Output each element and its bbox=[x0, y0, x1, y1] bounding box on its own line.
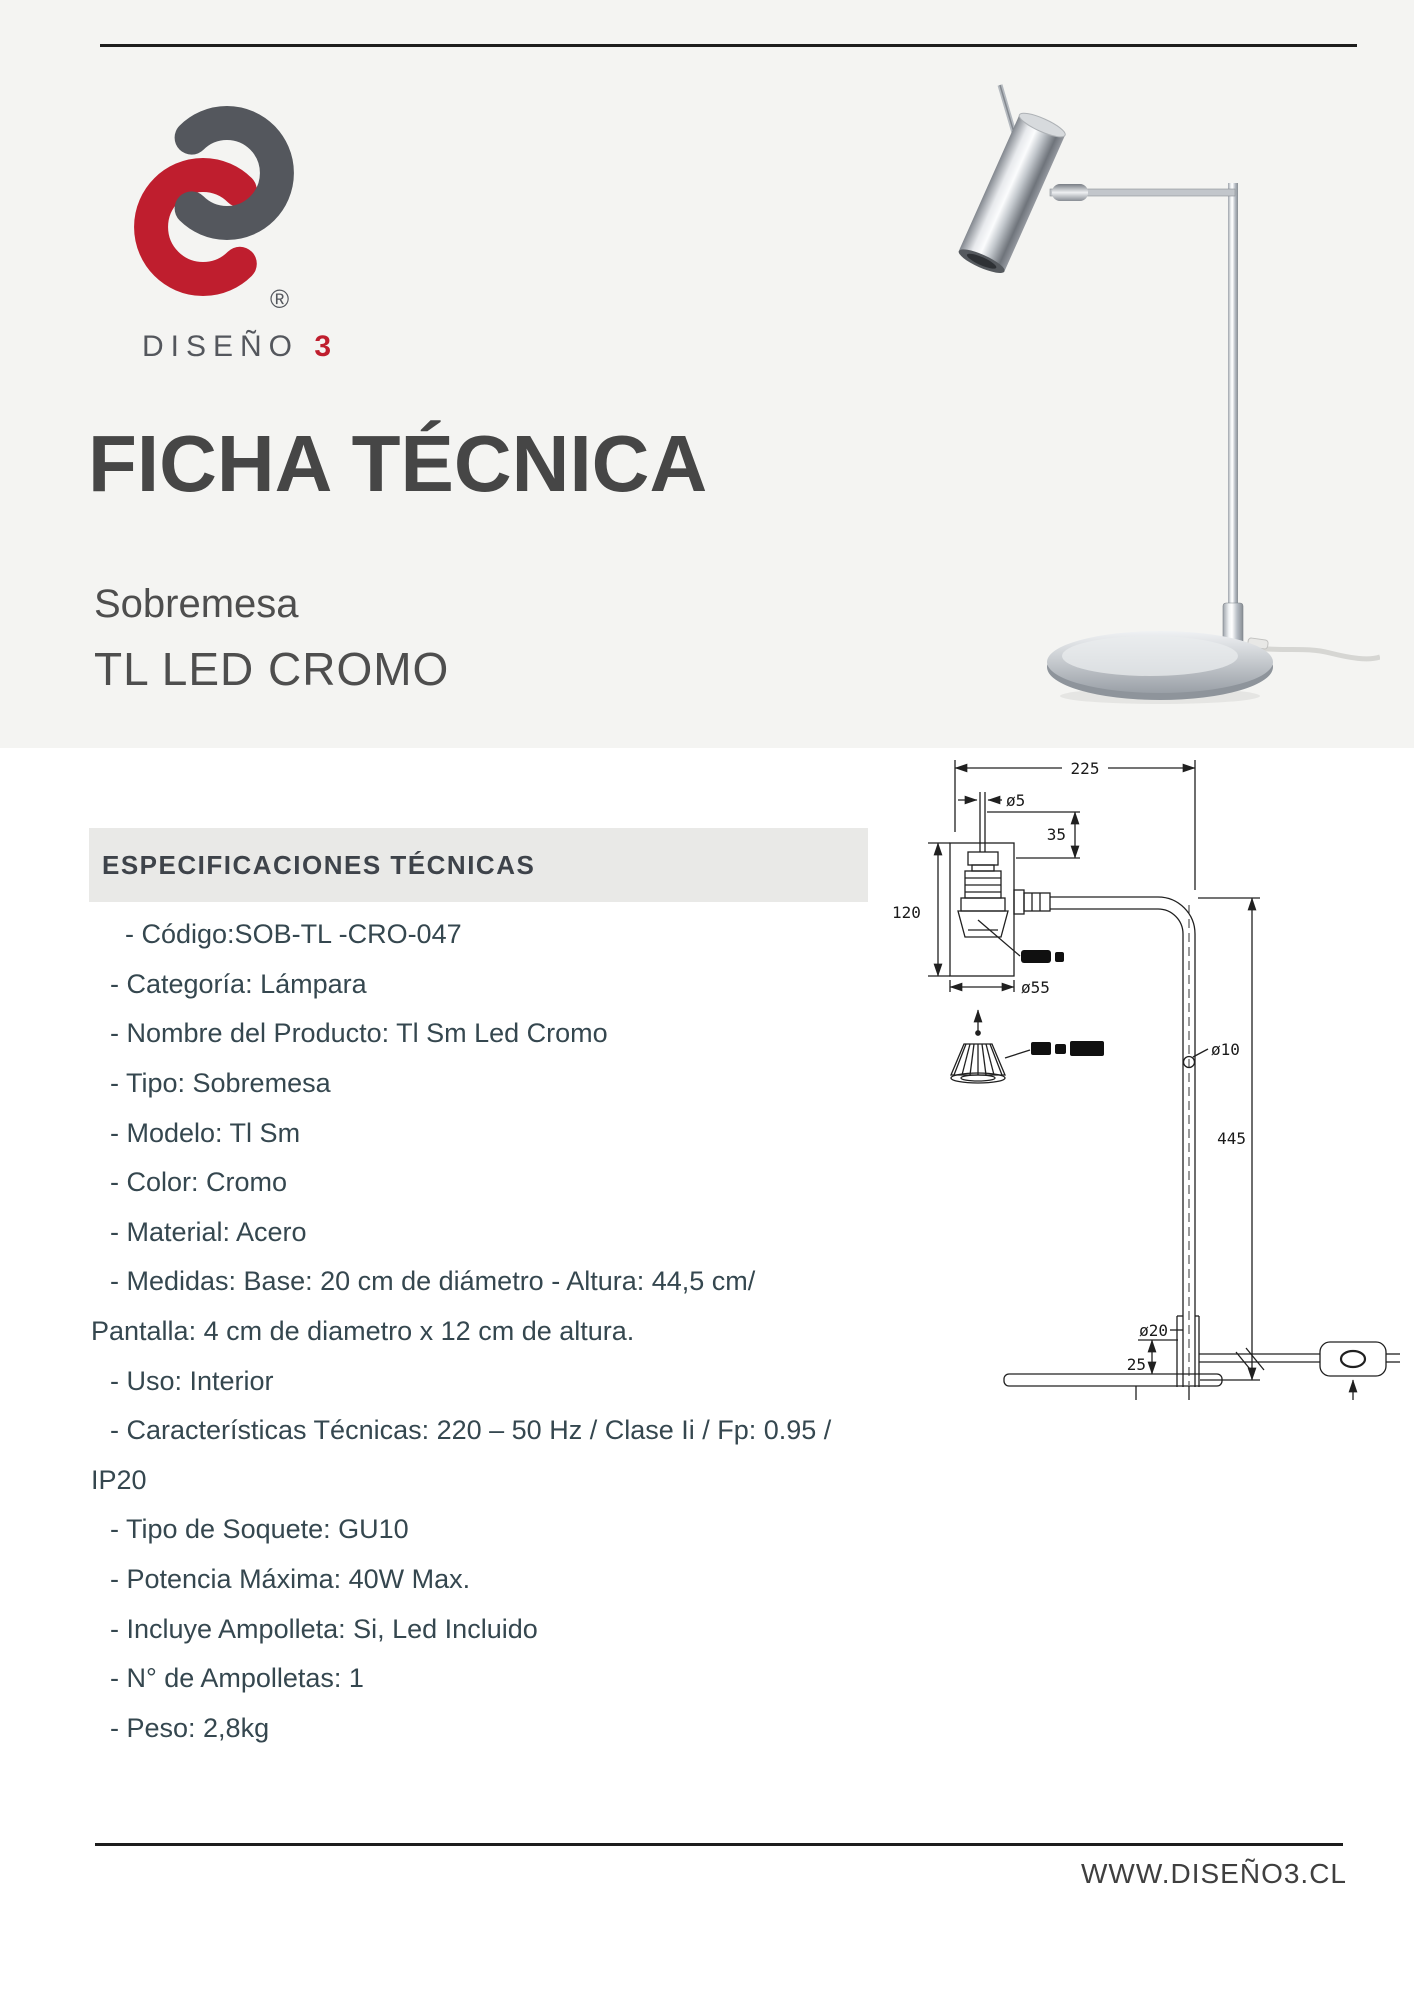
dim-total-height: 445 bbox=[1217, 1129, 1246, 1148]
dim-hub-height: 25 bbox=[1126, 1355, 1146, 1374]
spec-line: - Tipo: Sobremesa bbox=[110, 1068, 331, 1099]
subtitle-category: Sobremesa bbox=[94, 582, 299, 626]
dim-head-diameter: ø55 bbox=[1021, 978, 1050, 997]
dim-hub-diameter: ø20 bbox=[1139, 1321, 1168, 1340]
illegible-label bbox=[1031, 1042, 1051, 1055]
dim-top-width: 225 bbox=[1070, 759, 1100, 778]
illegible-label bbox=[1021, 950, 1051, 963]
dim-stem-diameter: ø5 bbox=[1006, 791, 1026, 810]
top-divider-line bbox=[100, 44, 1357, 47]
lamp-pole bbox=[1228, 183, 1238, 660]
brand-wordmark-text: DISEÑO bbox=[142, 330, 300, 363]
brand-wordmark-number: 3 bbox=[314, 330, 339, 363]
spec-line: - Material: Acero bbox=[110, 1216, 307, 1247]
lamp-arm-joint bbox=[1052, 184, 1088, 201]
spec-line: - Uso: Interior bbox=[110, 1365, 274, 1396]
product-photo bbox=[900, 55, 1380, 715]
footer-divider-line bbox=[95, 1843, 1343, 1846]
subtitle-product: TL LED CROMO bbox=[94, 643, 450, 695]
lamp-illustration bbox=[956, 85, 1380, 704]
spec-line: - Peso: 2,8kg bbox=[110, 1712, 270, 1743]
drawing-linework bbox=[928, 760, 1400, 1400]
spec-line: - N° de Ampolletas: 1 bbox=[110, 1663, 364, 1694]
page-title: FICHA TÉCNICA bbox=[88, 419, 708, 508]
spec-line: - Potencia Máxima: 40W Max. bbox=[110, 1564, 471, 1595]
illegible-label bbox=[1055, 952, 1064, 962]
spec-line: - Incluye Ampolleta: Si, Led Incluido bbox=[110, 1613, 538, 1644]
illegible-label bbox=[1070, 1041, 1104, 1056]
spec-line: - Modelo: Tl Sm bbox=[110, 1117, 301, 1148]
brand-wordmark bbox=[142, 330, 338, 364]
spec-line: - Categoría: Lámpara bbox=[110, 968, 367, 999]
spec-heading-bar bbox=[89, 828, 868, 902]
spec-line: IP20 bbox=[91, 1464, 147, 1495]
spec-line: - Color: Cromo bbox=[110, 1167, 288, 1198]
spec-list bbox=[91, 910, 901, 1753]
technical-drawing bbox=[880, 740, 1400, 1400]
brand-logo bbox=[115, 95, 315, 315]
spec-line: - Nombre del Producto: Tl Sm Led Cromo bbox=[110, 1018, 608, 1049]
spec-line: Pantalla: 4 cm de diametro x 12 cm de altura. bbox=[91, 1316, 635, 1347]
dim-pole-diameter: ø10 bbox=[1211, 1040, 1240, 1059]
spec-line: - Características Técnicas: 220 – 50 Hz / Clase Ii / Fp: 0.95 / bbox=[110, 1415, 832, 1446]
registered-trademark-symbol: ® bbox=[270, 284, 290, 314]
dim-stem-height: 35 bbox=[1046, 825, 1066, 844]
spec-heading: ESPECIFICACIONES TÉCNICAS bbox=[102, 850, 536, 880]
illegible-label-group bbox=[1021, 950, 1104, 1056]
spec-line: - Medidas: Base: 20 cm de diámetro - Altura: 44,5 cm/ bbox=[110, 1266, 756, 1297]
footer-website: WWW.DISEÑO3.CL bbox=[1080, 1858, 1347, 1889]
illegible-label bbox=[1055, 1044, 1066, 1054]
spec-line: - Tipo de Soquete: GU10 bbox=[110, 1514, 409, 1545]
dim-head-height: 120 bbox=[892, 903, 921, 922]
spec-line: - Código:SOB-TL -CRO-047 bbox=[125, 919, 462, 950]
